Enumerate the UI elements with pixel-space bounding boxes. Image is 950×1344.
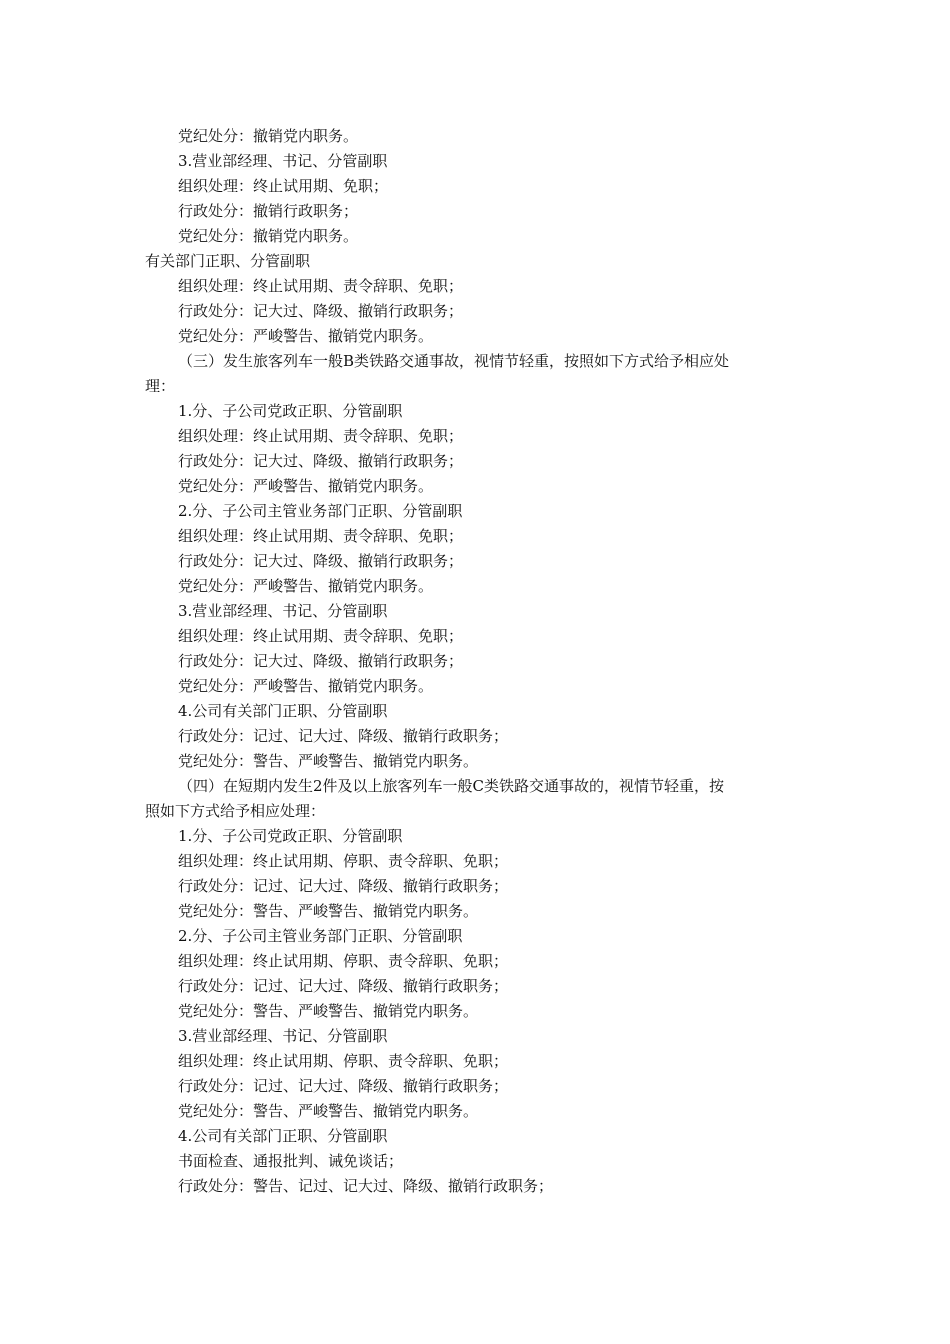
text-line: 行政处分：记过、记大过、降级、撤销行政职务；	[178, 1077, 509, 1095]
text-line: 党纪处分：严峻警告、撤销党内职务。	[178, 327, 434, 345]
text-line: 行政处分：记过、记大过、降级、撤销行政职务；	[178, 977, 509, 995]
text-line: 4.公司有关部门正职、分管副职	[178, 702, 388, 720]
section-heading: 有关部门正职、分管副职	[145, 252, 311, 270]
text-line: 党纪处分：警告、严峻警告、撤销党内职务。	[178, 1102, 479, 1120]
text-line: 3.营业部经理、书记、分管副职	[178, 152, 388, 170]
text-line: 党纪处分：严峻警告、撤销党内职务。	[178, 577, 434, 595]
text-line: 行政处分：记大过、降级、撤销行政职务；	[178, 452, 464, 470]
paragraph-heading: （四）在短期内发生2件及以上旅客列车一般C类铁路交通事故的，视情节轻重，按	[178, 777, 725, 795]
text-line: 党纪处分：警告、严峻警告、撤销党内职务。	[178, 902, 479, 920]
text-line: 组织处理：终止试用期、停职、责令辞职、免职；	[178, 952, 509, 970]
text-line: 组织处理：终止试用期、停职、责令辞职、免职；	[178, 1052, 509, 1070]
text-line: 3.营业部经理、书记、分管副职	[178, 1027, 388, 1045]
text-line: 2.分、子公司主管业务部门正职、分管副职	[178, 502, 463, 520]
text-line: 党纪处分：撤销党内职务。	[178, 227, 359, 245]
text-line: 4.公司有关部门正职、分管副职	[178, 1127, 388, 1145]
text-line: 党纪处分：警告、严峻警告、撤销党内职务。	[178, 752, 479, 770]
text-line: 3.营业部经理、书记、分管副职	[178, 602, 388, 620]
paragraph-continuation: 理：	[145, 377, 176, 395]
text-line: 行政处分：警告、记过、记大过、降级、撤销行政职务；	[178, 1177, 554, 1195]
paragraph-heading: （三）发生旅客列车一般B类铁路交通事故，视情节轻重，按照如下方式给予相应处	[178, 352, 730, 370]
text-line: 党纪处分：撤销党内职务。	[178, 127, 359, 145]
text-line: 行政处分：记大过、降级、撤销行政职务；	[178, 302, 464, 320]
text-line: 行政处分：记过、记大过、降级、撤销行政职务；	[178, 877, 509, 895]
text-line: 组织处理：终止试用期、责令辞职、免职；	[178, 427, 464, 445]
text-line: 党纪处分：警告、严峻警告、撤销党内职务。	[178, 1002, 479, 1020]
paragraph-continuation: 照如下方式给予相应处理：	[145, 802, 326, 820]
text-line: 行政处分：记大过、降级、撤销行政职务；	[178, 552, 464, 570]
text-line: 1.分、子公司党政正职、分管副职	[178, 402, 403, 420]
text-line: 组织处理：终止试用期、责令辞职、免职；	[178, 627, 464, 645]
text-line: 组织处理：终止试用期、免职；	[178, 177, 389, 195]
text-line: 组织处理：终止试用期、责令辞职、免职；	[178, 277, 464, 295]
text-line: 行政处分：记过、记大过、降级、撤销行政职务；	[178, 727, 509, 745]
text-line: 2.分、子公司主管业务部门正职、分管副职	[178, 927, 463, 945]
text-line: 行政处分：撤销行政职务；	[178, 202, 359, 220]
text-line: 组织处理：终止试用期、责令辞职、免职；	[178, 527, 464, 545]
text-line: 组织处理：终止试用期、停职、责令辞职、免职；	[178, 852, 509, 870]
text-line: 行政处分：记大过、降级、撤销行政职务；	[178, 652, 464, 670]
text-line: 党纪处分：严峻警告、撤销党内职务。	[178, 477, 434, 495]
text-line: 书面检查、通报批判、诫免谈话；	[178, 1152, 404, 1170]
text-line: 党纪处分：严峻警告、撤销党内职务。	[178, 677, 434, 695]
text-line: 1.分、子公司党政正职、分管副职	[178, 827, 403, 845]
